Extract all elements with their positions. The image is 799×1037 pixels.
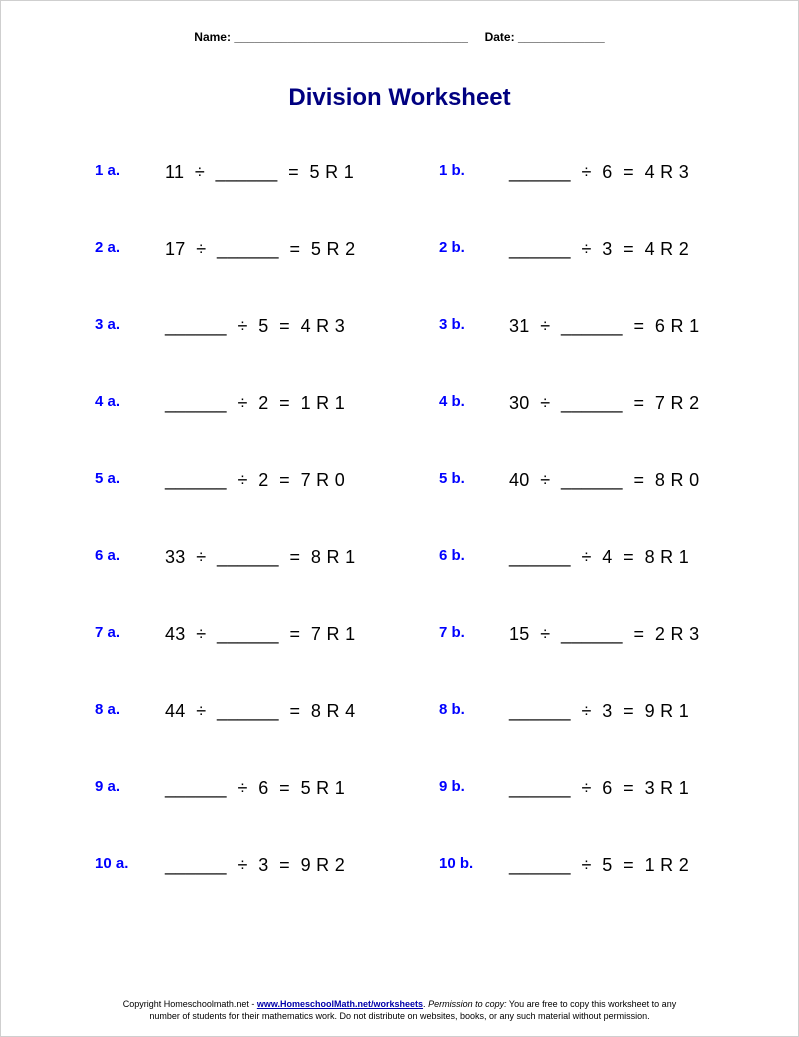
problem-equation[interactable]: ______ ÷ 5 = 1 R 2 — [509, 855, 690, 875]
problem-number: 5 b. — [439, 470, 465, 487]
problem-equation[interactable]: ______ ÷ 4 = 8 R 1 — [509, 547, 690, 567]
problem-equation[interactable]: ______ ÷ 6 = 4 R 3 — [509, 162, 690, 182]
problem-number: 1 b. — [439, 162, 465, 179]
problem-equation[interactable]: 44 ÷ ______ = 8 R 4 — [165, 701, 356, 721]
problem-equation[interactable]: ______ ÷ 2 = 7 R 0 — [165, 470, 346, 490]
problem-equation[interactable]: 11 ÷ ______ = 5 R 1 — [165, 162, 355, 182]
problem-number: 9 b. — [439, 778, 465, 795]
date-blank[interactable]: _____________ — [517, 30, 605, 44]
problem-number: 4 a. — [95, 393, 121, 410]
footer-line2: number of students for their mathematics work. Do not distribute on websites, books, or any such material without permission. — [149, 1011, 650, 1021]
footer-sep: . — [423, 999, 429, 1009]
problem-number: 3 a. — [95, 316, 121, 333]
date-label: Date: — [484, 30, 515, 44]
problem-number: 8 b. — [439, 701, 465, 718]
problem-equation[interactable]: 17 ÷ ______ = 5 R 2 — [165, 239, 356, 259]
problem-equation[interactable]: 30 ÷ ______ = 7 R 2 — [509, 393, 700, 413]
problem-equation[interactable]: ______ ÷ 3 = 9 R 1 — [509, 701, 690, 721]
footer-permission-text: You are free to copy this worksheet to any — [506, 999, 677, 1009]
footer-link[interactable]: www.HomeschoolMath.net/worksheets — [256, 999, 424, 1009]
problem-equation[interactable]: ______ ÷ 6 = 3 R 1 — [509, 778, 690, 798]
problem-equation[interactable]: 31 ÷ ______ = 6 R 1 — [509, 316, 700, 336]
problem-number: 1 a. — [95, 162, 121, 179]
problem-equation[interactable]: ______ ÷ 2 = 1 R 1 — [165, 393, 346, 413]
problem-equation[interactable]: 15 ÷ ______ = 2 R 3 — [509, 624, 700, 644]
footer-permission-label: Permission to copy: — [428, 999, 507, 1009]
problem-number: 10 b. — [439, 855, 474, 872]
problem-number: 6 a. — [95, 547, 121, 564]
problem-number: 5 a. — [95, 470, 121, 487]
problem-number: 8 a. — [95, 701, 121, 718]
problem-equation[interactable]: ______ ÷ 3 = 9 R 2 — [165, 855, 346, 875]
problem-number: 3 b. — [439, 316, 465, 333]
footer-copyright: Copyright Homeschoolmath.net - — [122, 999, 257, 1009]
problem-number: 2 a. — [95, 239, 121, 256]
problem-equation[interactable]: 43 ÷ ______ = 7 R 1 — [165, 624, 356, 644]
problem-number: 9 a. — [95, 778, 121, 795]
problem-equation[interactable]: ______ ÷ 5 = 4 R 3 — [165, 316, 346, 336]
problem-number: 2 b. — [439, 239, 465, 256]
footer — [0, 998, 799, 1022]
problem-number: 7 b. — [439, 624, 465, 641]
problem-number: 4 b. — [439, 393, 465, 410]
problem-number: 7 a. — [95, 624, 121, 641]
name-date-header — [0, 30, 799, 44]
problem-equation[interactable]: ______ ÷ 3 = 4 R 2 — [509, 239, 690, 259]
problem-number: 10 a. — [95, 855, 129, 872]
page-title: Division Worksheet — [288, 84, 511, 111]
problem-number: 6 b. — [439, 547, 465, 564]
problem-equation[interactable]: 33 ÷ ______ = 8 R 1 — [165, 547, 356, 567]
problem-equation[interactable]: 40 ÷ ______ = 8 R 0 — [509, 470, 700, 490]
problem-equation[interactable]: ______ ÷ 6 = 5 R 1 — [165, 778, 346, 798]
name-blank[interactable]: ___________________________________ — [234, 30, 468, 44]
name-label: Name: — [194, 30, 231, 44]
